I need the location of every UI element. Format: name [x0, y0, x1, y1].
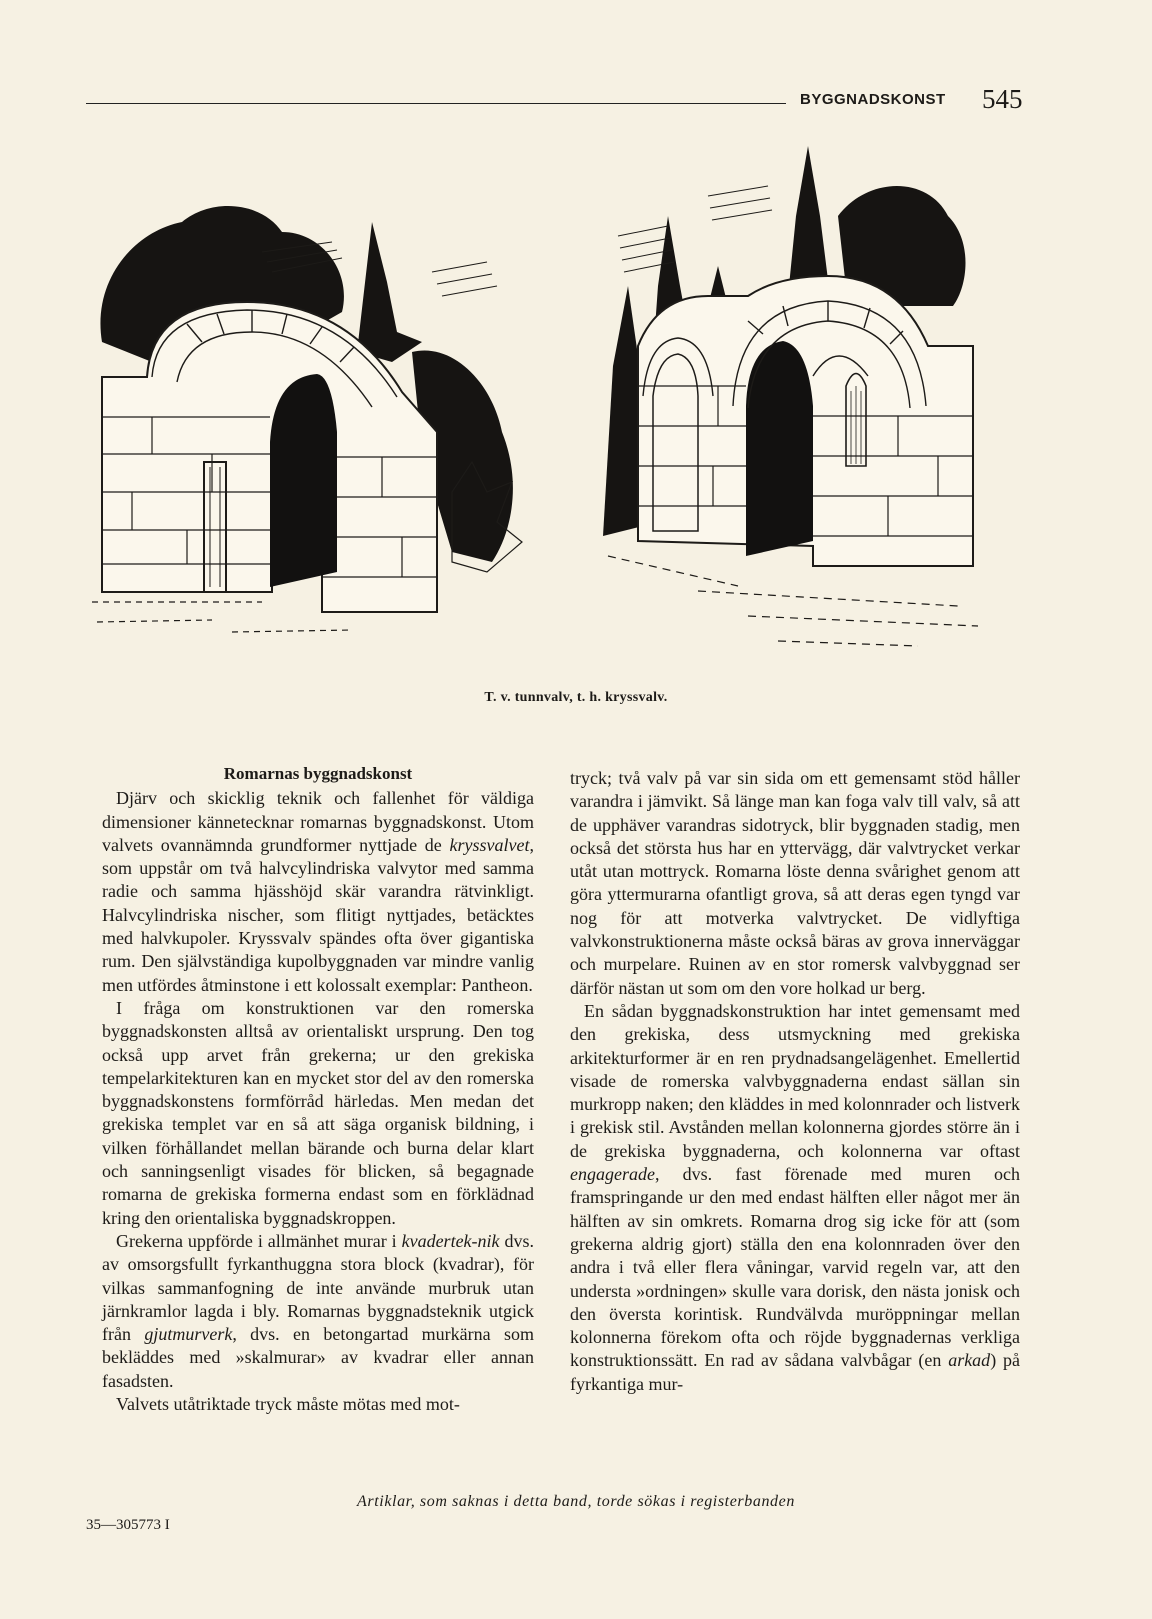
figure-caption: T. v. tunnvalv, t. h. kryssvalv. [484, 690, 668, 705]
paragraph: En sådan byggnadskonstruktion har intet gemensamt med den grekiska, dess utsmyckning med grekiska arkitekturformer är en ren prydnadsangelägenhet. Emellertid visade de romerska valvbyggnaderna endast sällan sin murkropp naken; den kläddes in med kolonnrader och listverk i grekisk stil. Avstånden mellan kolonnerna gjordes större än i de grekiska byggnaderna, och kolonnerna var oftast engagerade, dvs. fast förenade med muren och framspringande ur den med endast hälften eller något mer än hälften av sin omkrets. Romarna drog sig icke för att (som grekerna aldrig gjort) ställa den ena kolonnraden över den andra i två eller flera våningar, varvid regeln var, att den understa »ordningen» skulle vara dorisk, den nästa jonisk och den översta korintisk. Rundvälvda muröppningar mellan kolonnerna förekom ofta och röjde byggnadernas verkliga konstruktionssätt. En rad av sådana valvbågar (en arkad) på fyrkantiga mur- [570, 1000, 1020, 1394]
section-title: Romarnas byggnadskonst [223, 764, 413, 783]
paragraph: Valvets utåtriktade tryck måste mötas med mot- [116, 1394, 460, 1415]
paragraph: Grekerna uppförde i allmänhet murar i kvadertek-nik dvs. av omsorgsfullt fyrkanthuggna stora block (kvadrar), för vilkas sammanfogning de inte använde murbruk utan järnkramlor lagda i bly. Romarnas byggnadsteknik utgick från gjutmurverk, dvs. en betongartad murkärna som bekläddes med »skalmurar» av kvadrar eller annan fasadsten. [102, 1230, 535, 1391]
print-code: 35—305773 I [86, 1517, 170, 1533]
text-column-right [570, 767, 1020, 1396]
running-head: BYGGNADSKONST [800, 91, 946, 108]
text-column-left [102, 762, 534, 1416]
paragraph: I fråga om konstruktionen var den romerska byggnadskonsten alltså av orientaliskt ursprung. Den tog också upp arvet från grekerna; ur den grekiska tempelarkitekturen kan en mycket stor del av den romerska byggnadskonstens formförråd härledas. Men medan det grekiska templet var en så att säga organisk bildning, i vilken förhållandet mellan bärande och burna delar klart och sanningsenligt visades för blicken, så begagnade romarna de grekiska formerna endast som en förklädnad kring den orientaliska byggnadskroppen. [102, 997, 534, 1228]
header-rule [86, 103, 786, 104]
footer-note: Artiklar, som saknas i detta band, torde sökas i registerbanden [357, 1493, 795, 1510]
paragraph: tryck; två valv på var sin sida om ett gemensamt stöd håller varandra i jämvikt. Så länge man kan foga valv till valv, så att de upphäver varandras sidotryck, blir byggnaden stadig, men också det största hus har en yttervägg, där valvtrycket verkar utåt utan mottryck. Romarna löste denna svårighet genom att göra yttermurarna ofantligt grova, så att deras egen tyngd var nog för att motverka valvtrycket. De vidlyftiga valvkonstruktionerna måste också bäras av grova innerväggar och murpelare. Ruinen av en stor romersk valvbyggnad ser därför nästan ut som om den vore holkad ur berg. [570, 768, 1020, 998]
page-number: 545 [982, 84, 1023, 114]
paragraph: Djärv och skicklig teknik och fallenhet för väldiga dimensioner kännetecknar romarnas byggnadskonst. Utom valvets ovannämnda grundformer nyttjade de kryssvalvet, som uppstår om två halvcylindriska valvytor med samma radie och samma hjässhöjd skär varandra rätvinkligt. Halvcylindriska nischer, som flitigt nyttjades, betäcktes med halvkupoler. Kryssvalv spändes ofta över gigantiska rum. Den självständiga kupolbyggnaden var mindre vanlig men utfördes åtminstone i ett kolossalt exemplar: Pantheon. [102, 788, 534, 995]
barrel-vault-illustration [92, 192, 542, 682]
groin-vault-illustration [598, 146, 1018, 676]
